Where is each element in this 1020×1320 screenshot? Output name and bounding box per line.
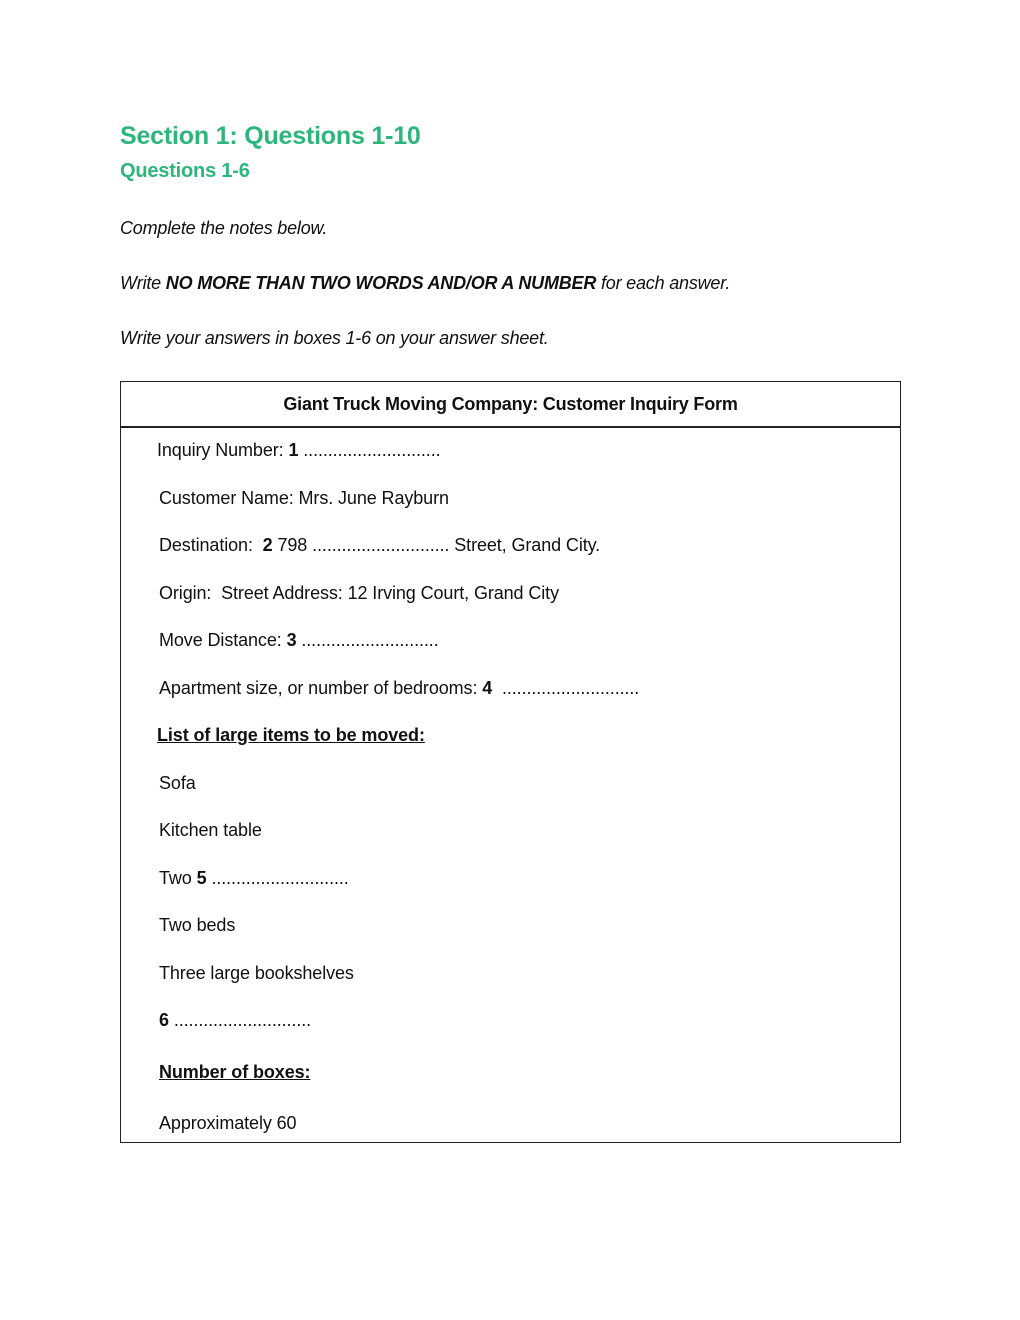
item-sofa: Sofa [159, 773, 196, 793]
form-title: Giant Truck Moving Company: Customer Inquiry Form [121, 382, 900, 428]
instruction-word-limit-bold: NO MORE THAN TWO WORDS AND/OR A NUMBER [165, 273, 597, 293]
destination-label: Destination: [159, 535, 263, 555]
question-5-blank: ............................ [206, 868, 349, 888]
move-distance-label: Move Distance: [159, 630, 287, 650]
question-4-blank: ............................ [492, 678, 640, 698]
instruction-answer-sheet: Write your answers in boxes 1-6 on your answer sheet. [120, 328, 549, 348]
number-of-boxes-value: Approximately 60 [159, 1113, 297, 1133]
question-1-number: 1 [288, 440, 299, 460]
instruction-word-limit-post: for each answer. [596, 273, 731, 293]
question-3-number: 3 [286, 630, 297, 650]
customer-name-line: Customer Name: Mrs. June Rayburn [159, 488, 449, 508]
inquiry-form-box [120, 381, 901, 1143]
number-of-boxes-heading: Number of boxes: [159, 1062, 311, 1082]
question-6-blank: ............................ [168, 1010, 312, 1030]
item-two-beds: Two beds [159, 915, 236, 935]
question-2-blank: ............................ [312, 535, 450, 555]
destination-line [159, 533, 600, 557]
item-bookshelves: Three large bookshelves [159, 963, 354, 983]
item-kitchen-table: Kitchen table [159, 820, 262, 840]
move-distance-line [159, 628, 439, 652]
destination-suffix: Street, Grand City. [449, 535, 601, 555]
question-4-number: 4 [482, 678, 493, 698]
section-title: Section 1: Questions 1-10 [120, 122, 421, 150]
question-2-number: 2 [262, 535, 273, 555]
apartment-size-label: Apartment size, or number of bedrooms: [159, 678, 483, 698]
question-5-number: 5 [196, 868, 207, 888]
instruction-word-limit [120, 271, 730, 295]
instruction-complete-notes: Complete the notes below. [120, 218, 328, 238]
item-two-label: Two [159, 868, 197, 888]
document-page [120, 118, 902, 1133]
item-question-6-line [159, 1008, 311, 1032]
origin-line: Origin: Street Address: 12 Irving Court, Grand City [159, 583, 559, 603]
inquiry-number-label: Inquiry Number: [157, 440, 289, 460]
large-items-heading: List of large items to be moved: [157, 725, 425, 745]
item-question-5-line [159, 866, 349, 890]
question-3-blank: ............................ [296, 630, 439, 650]
destination-house-number: 798 [272, 535, 313, 555]
apartment-size-line [159, 676, 639, 700]
inquiry-number-line [157, 438, 441, 462]
instruction-word-limit-pre: Write [120, 273, 166, 293]
questions-subtitle: Questions 1-6 [120, 160, 250, 182]
question-6-number: 6 [159, 1010, 169, 1030]
question-1-blank: ............................ [298, 440, 441, 460]
